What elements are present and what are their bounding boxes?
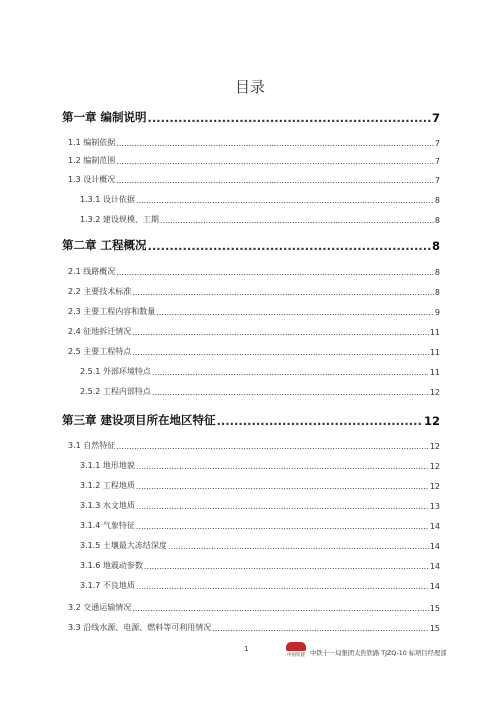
toc-entry-label: 3.3 沿线水源、电源、燃料等可利用情况	[68, 623, 212, 632]
dot-leader	[116, 176, 434, 185]
toc-entry-page: 11	[429, 328, 440, 337]
dot-leader	[144, 562, 429, 571]
dot-leader	[136, 522, 429, 531]
toc-entry[interactable]	[62, 410, 440, 428]
toc-entry-page: 14	[429, 582, 440, 591]
dot-leader	[116, 268, 434, 277]
toc-entry-label: 2.3 主要工程内容和数量	[68, 307, 156, 316]
dot-leader	[136, 582, 429, 591]
toc-entry-label: 3.1.2 工程地质	[80, 481, 135, 490]
toc-entry-label: 1.2 编制范围	[68, 156, 116, 165]
toc-entry-page: 11	[429, 348, 440, 357]
toc-entry[interactable]	[68, 323, 440, 337]
footer-org-text: 中铁十一局集团太焦铁路 TJZQ-10 标项目经理部	[310, 650, 447, 657]
crcc-logo-icon	[286, 642, 306, 651]
toc-entry-label: 3.2 交通运输情况	[68, 603, 132, 612]
dot-leader	[136, 482, 429, 491]
dot-leader	[132, 288, 434, 297]
dot-leader	[132, 604, 429, 613]
toc-entry[interactable]	[80, 577, 440, 591]
toc-entry[interactable]	[80, 477, 440, 491]
toc-entry[interactable]	[80, 191, 440, 205]
toc-entry-label: 2.5.1 外部环境特点	[80, 367, 151, 376]
toc-entry[interactable]	[68, 343, 440, 357]
toc-entry-page: 7	[434, 176, 440, 185]
toc-entry[interactable]	[68, 171, 440, 185]
toc-entry[interactable]	[80, 383, 440, 397]
dot-leader	[136, 462, 429, 471]
toc-entry-page: 12	[429, 388, 440, 397]
toc-title: 目录	[234, 78, 265, 96]
toc-entry[interactable]	[68, 283, 440, 297]
toc-entry[interactable]	[68, 437, 440, 451]
toc-entry[interactable]	[68, 303, 440, 317]
toc-entry[interactable]	[62, 235, 440, 253]
dot-leader	[116, 139, 434, 148]
toc-entry[interactable]	[80, 457, 440, 471]
toc-entry-label: 1.3.2 建设规模、工期	[80, 215, 159, 224]
toc-entry-page: 12	[429, 462, 440, 471]
toc-entry-page: 8	[431, 239, 440, 253]
toc-entry-page: 8	[434, 196, 440, 205]
toc-entry-label: 第二章 工程概况	[62, 238, 147, 252]
toc-entry-page: 12	[423, 414, 440, 428]
dot-leader	[132, 348, 429, 357]
toc-entry-label: 3.1.5 土壤最大冻结深度	[80, 541, 167, 550]
toc-entry-label: 3.1.6 地震动参数	[80, 561, 143, 570]
toc-entry-label: 3.1 自然特征	[68, 441, 116, 450]
toc-entry-page: 12	[429, 482, 440, 491]
dot-leader	[160, 216, 434, 225]
toc-entry-label: 3.1.7 不良地质	[80, 581, 135, 590]
toc-entry[interactable]	[80, 537, 440, 551]
dot-leader	[152, 368, 429, 377]
toc-entry-label: 3.1.3 水文地质	[80, 501, 135, 510]
toc-entry-page: 14	[429, 522, 440, 531]
dot-leader	[156, 308, 434, 317]
dot-leader	[148, 111, 431, 125]
logo-caption: 中国铁建	[287, 653, 305, 658]
toc-entry[interactable]	[68, 599, 440, 613]
toc-entry-page: 15	[429, 604, 440, 613]
toc-entry-page: 7	[434, 157, 440, 166]
dot-leader	[168, 542, 429, 551]
toc-entry[interactable]	[68, 619, 440, 633]
dot-leader	[136, 502, 429, 511]
toc-entry-page: 11	[429, 368, 440, 377]
toc-entry-label: 2.5 主要工程特点	[68, 347, 132, 356]
toc-entry-label: 3.1.1 地形地貌	[80, 461, 135, 470]
toc-entry[interactable]	[80, 497, 440, 511]
toc-entry-label: 第三章 建设项目所在地区特征	[62, 413, 216, 427]
dot-leader	[132, 328, 429, 337]
toc-entry-page: 8	[434, 216, 440, 225]
toc-entry-page: 13	[429, 502, 440, 511]
toc-entry[interactable]	[80, 363, 440, 377]
toc-entry-page: 7	[434, 139, 440, 148]
toc-entry-label: 1.1 编制依据	[68, 138, 116, 147]
toc-entry-label: 2.4 征地拆迁情况	[68, 327, 132, 336]
toc-entry-label: 1.3.1 设计依据	[80, 195, 135, 204]
company-logo	[285, 642, 307, 660]
toc-entry-page: 7	[431, 111, 440, 125]
toc-entry-label: 1.3 设计概况	[68, 175, 116, 184]
toc-entry-page: 8	[434, 268, 440, 277]
dot-leader	[116, 442, 429, 451]
toc-entry[interactable]	[80, 557, 440, 571]
toc-entry-label: 2.5.2 工程内部特点	[80, 387, 151, 396]
toc-entry[interactable]	[68, 263, 440, 277]
dot-leader	[148, 239, 431, 253]
footer-page-number: 1	[244, 645, 249, 653]
dot-leader	[152, 388, 429, 397]
toc-entry-label: 2.1 线路概况	[68, 267, 116, 276]
toc-entry[interactable]	[80, 517, 440, 531]
toc-entry-label: 第一章 编制说明	[62, 110, 147, 124]
toc-entry-page: 14	[429, 542, 440, 551]
dot-leader	[212, 624, 429, 633]
toc-entry[interactable]	[68, 152, 440, 166]
toc-entry-page: 14	[429, 562, 440, 571]
toc-entry-page: 9	[434, 308, 440, 317]
toc-entry[interactable]	[80, 211, 440, 225]
toc-entry-page: 8	[434, 288, 440, 297]
dot-leader	[136, 196, 434, 205]
toc-entry[interactable]	[62, 107, 440, 125]
toc-entry-label: 2.2 主要技术标准	[68, 287, 132, 296]
toc-entry-label: 3.1.4 气象特征	[80, 521, 135, 530]
toc-entry-page: 15	[429, 624, 440, 633]
dot-leader	[116, 157, 434, 166]
toc-entry[interactable]	[68, 134, 440, 148]
toc-entry-page: 12	[429, 442, 440, 451]
dot-leader	[217, 414, 423, 428]
